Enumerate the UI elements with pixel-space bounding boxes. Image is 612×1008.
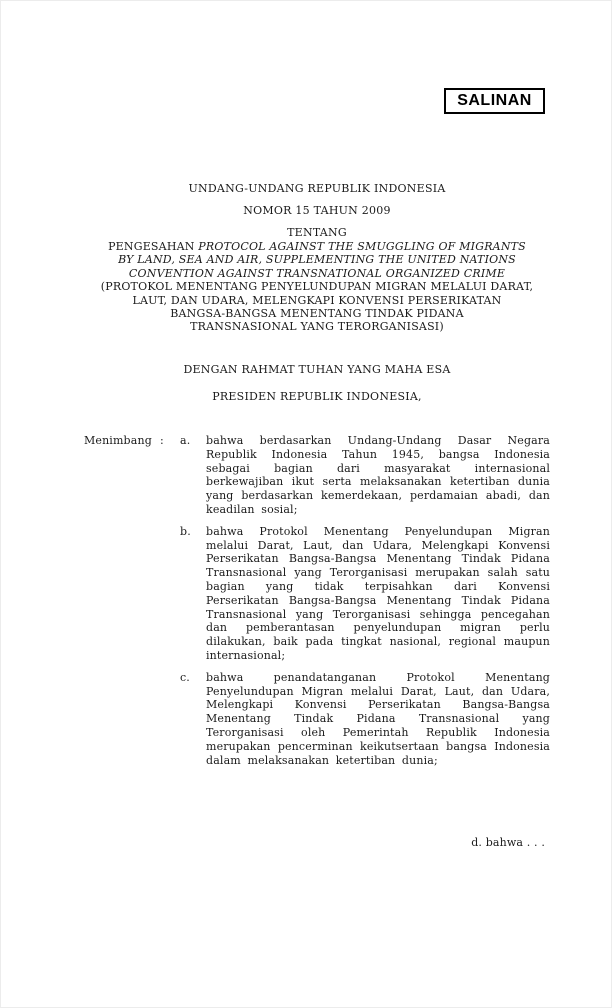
catchword: d. bahwa . . . bbox=[471, 836, 545, 849]
law-title-regular-text: BANGSA-BANGSA MENENTANG TINDAK PIDANA bbox=[170, 307, 464, 321]
law-title-regular-text: (PROTOKOL MENENTANG PENYELUNDUPAN MIGRAN MELALUI DARAT, bbox=[100, 280, 534, 294]
law-title-italic-text: CONVENTION AGAINST TRANSNATIONAL ORGANIZED CRIME bbox=[128, 266, 506, 280]
item-letter: c. bbox=[180, 670, 190, 684]
law-title-italic-text: BY LAND, SEA AND AIR, SUPPLEMENTING THE UNITED NATIONS bbox=[118, 253, 516, 267]
law-title-regular-text: TRANSNASIONAL YANG TERORGANISASI) bbox=[190, 320, 444, 334]
law-title-line bbox=[64, 253, 570, 266]
law-title-line bbox=[64, 240, 570, 253]
law-title-line bbox=[64, 267, 570, 280]
item-text: bahwa penandatanganan Protokol Menentang Penyelundupan Migran melalui Darat, Laut, dan Udara, Melengkapi Konvensi Perserikatan Bangsa-Bangsa Menentang Tindak Pidana Transnasional yang Terorganisasi oleh Pemerintah Republik Indonesia merupakan pencerminan keikutsertaan bangsa Indonesia dalam melaksanakan ketertiban dunia; bbox=[206, 670, 550, 767]
menimbang-label: Menimbang bbox=[84, 434, 152, 447]
law-title-block bbox=[64, 240, 570, 334]
law-title-line bbox=[64, 320, 570, 333]
item-text: bahwa Protokol Menentang Penyelundupan Migran melalui Darat, Laut, dan Udara, Melengkapi Konvensi Perserikatan Bangsa-Bangsa Menentang Tindak Pidana Transnasional yang Terorganisasi merupakan salah satu bagian yang tidak terpisahkan dari Konvensi Perserikatan Bangsa-Bangsa Menentang Tindak Pidana Transnasional yang Terorganisasi sehingga pencegahan dan pemberantasan penyelundupan migran perlu dilakukan, baik pada tingkat nasional, regional maupun internasional; bbox=[206, 524, 550, 662]
invocation-line: DENGAN RAHMAT TUHAN YANG MAHA ESA bbox=[183, 363, 451, 376]
law-title-line bbox=[64, 280, 570, 293]
menimbang-colon: : bbox=[160, 434, 164, 447]
consideration-item-c bbox=[84, 671, 550, 768]
salinan-label: SALINAN bbox=[457, 92, 532, 109]
consideration-item-a bbox=[84, 434, 550, 517]
salinan-stamp bbox=[444, 88, 545, 114]
law-title-regular-text: LAUT, DAN UDARA, MELENGKAPI KONVENSI PERSERIKATAN bbox=[132, 293, 502, 307]
tentang-label: TENTANG bbox=[287, 226, 347, 239]
item-letter: b. bbox=[180, 524, 191, 538]
considerations-section bbox=[84, 434, 550, 775]
consideration-item-b bbox=[84, 525, 550, 663]
document-type-title: UNDANG-UNDANG REPUBLIK INDONESIA bbox=[188, 182, 446, 195]
law-title-regular-text: PENGESAHAN bbox=[108, 240, 199, 253]
law-title-line bbox=[64, 307, 570, 320]
document-number: NOMOR 15 TAHUN 2009 bbox=[243, 204, 391, 217]
item-letter: a. bbox=[180, 434, 191, 447]
item-text: bahwa berdasarkan Undang-Undang Dasar Negara Republik Indonesia Tahun 1945, bangsa Indonesia sebagai bagian dari masyarakat internasional berkewajiban ikut serta melaksanakan ketertiban dunia yang berdasarkan kemerdekaan, perdamaian abadi, dan keadilan sosial; bbox=[206, 434, 550, 516]
law-title-italic-text: PROTOCOL AGAINST THE SMUGGLING OF MIGRANTS bbox=[198, 240, 526, 253]
authority-line: PRESIDEN REPUBLIK INDONESIA, bbox=[212, 390, 422, 403]
law-title-line bbox=[64, 294, 570, 307]
